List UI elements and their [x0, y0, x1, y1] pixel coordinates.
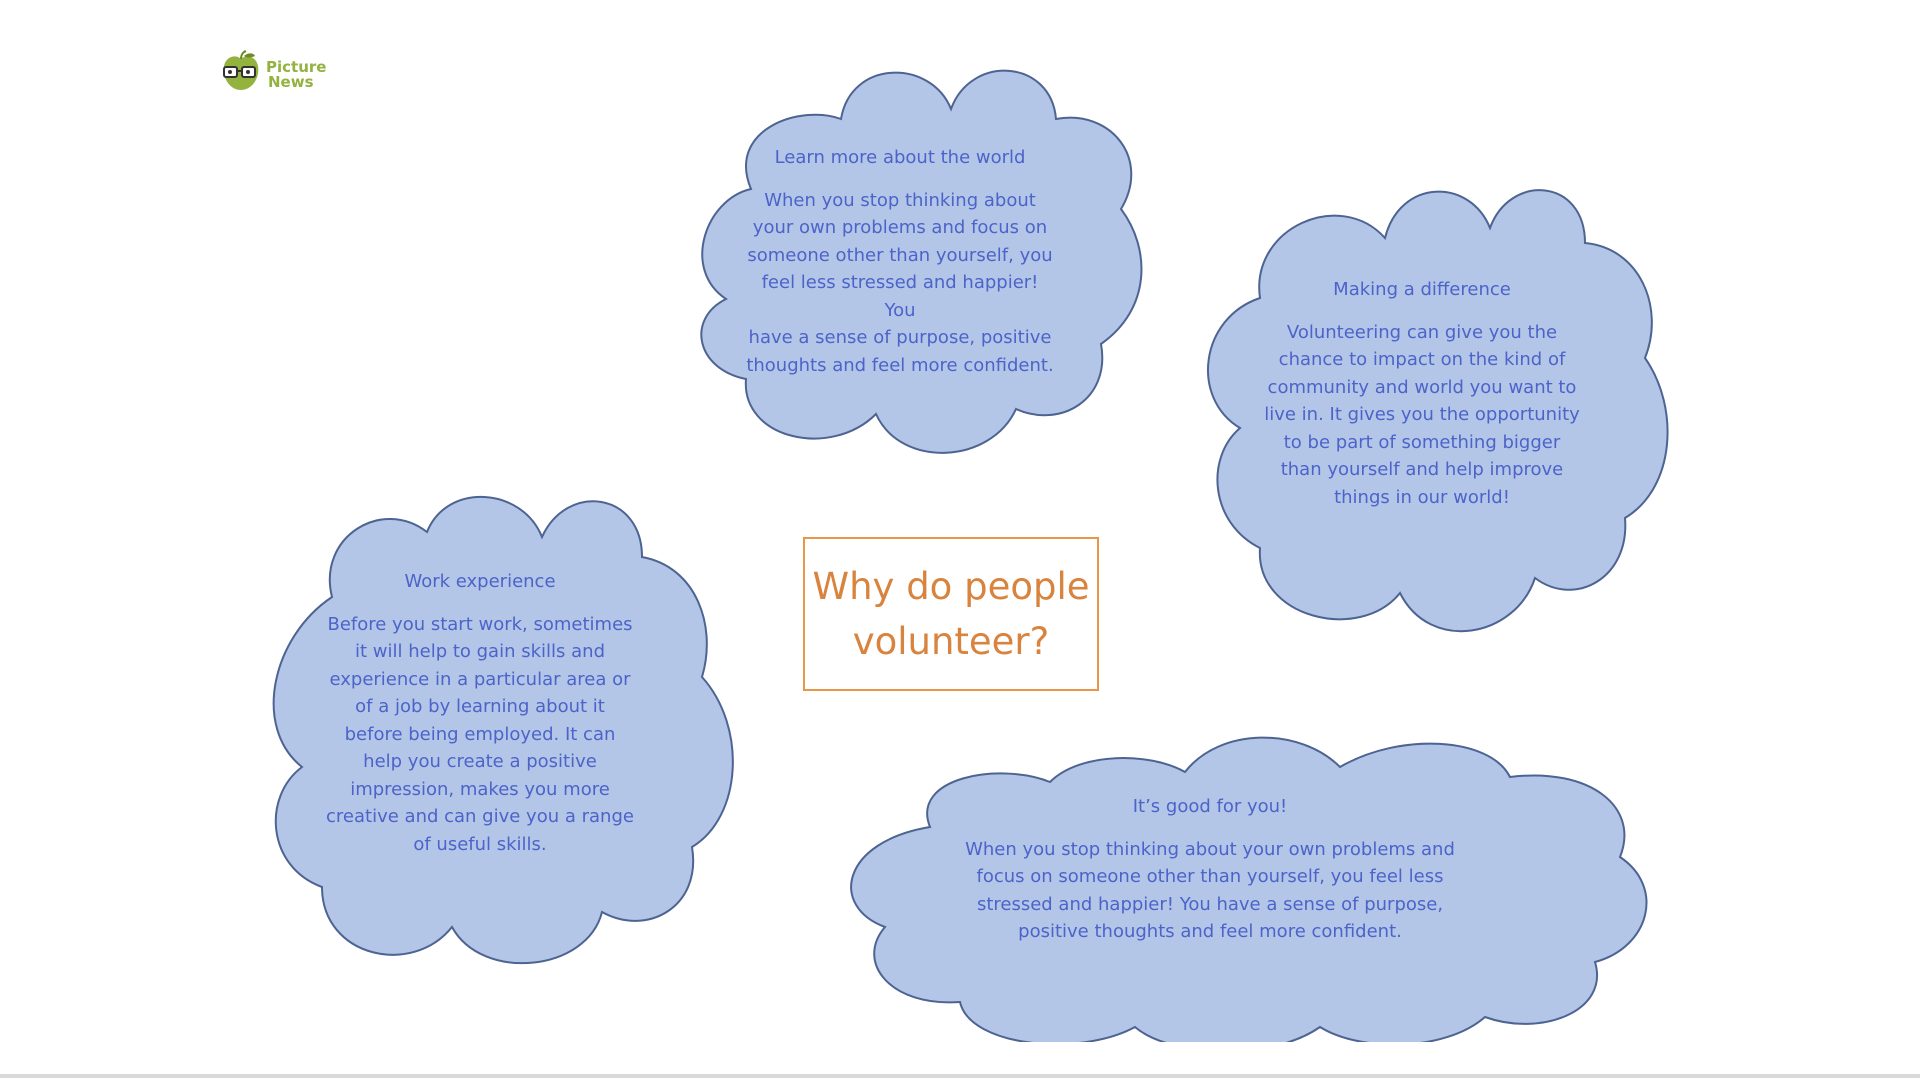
cloud-work-title: Work experience: [404, 571, 556, 592]
cloud-learn-body: When you stop thinking about your own problems and focus on someone other than yourself, you feel less stressed and happier! You have a sense of purpose, positive thoughts and feel more confident.: [746, 189, 1054, 376]
logo-text-picture: Picture: [266, 58, 327, 76]
cloud-learn-title: Learn more about the world: [774, 147, 1026, 168]
cloud-good-body: When you stop thinking about your own problems and focus on someone other than yourself, you feel less stressed and happier! You have a sense of purpose, positive thoughts and feel more confident.: [965, 838, 1455, 942]
apple-icon: [218, 50, 264, 96]
central-question: Why do people volunteer?: [812, 565, 1090, 663]
cloud-work: [325, 568, 635, 858]
cloud-difference: [1261, 276, 1583, 511]
cloud-work-body: Before you start work, sometimes it will help to gain skills and experience in a particular area or of a job by learning about it before being employed. It can help you create a positive impression, makes you more creative and can give you a range of useful skills.: [326, 613, 634, 855]
logo-text-news: News: [268, 73, 314, 91]
cloud-difference-title: Making a difference: [1333, 279, 1511, 300]
cloud-good-title: It’s good for you!: [1132, 796, 1288, 817]
picture-news-logo: [218, 50, 328, 96]
central-question-box: [803, 537, 1099, 691]
bottom-divider: [0, 1074, 1920, 1078]
cloud-learn: [745, 144, 1055, 379]
cloud-difference-body: Volunteering can give you the chance to impact on the kind of community and world you want to live in. It gives you the opportunity to be part of something bigger than yourself and help improve things in our world!: [1264, 321, 1580, 508]
cloud-good: [960, 793, 1460, 946]
